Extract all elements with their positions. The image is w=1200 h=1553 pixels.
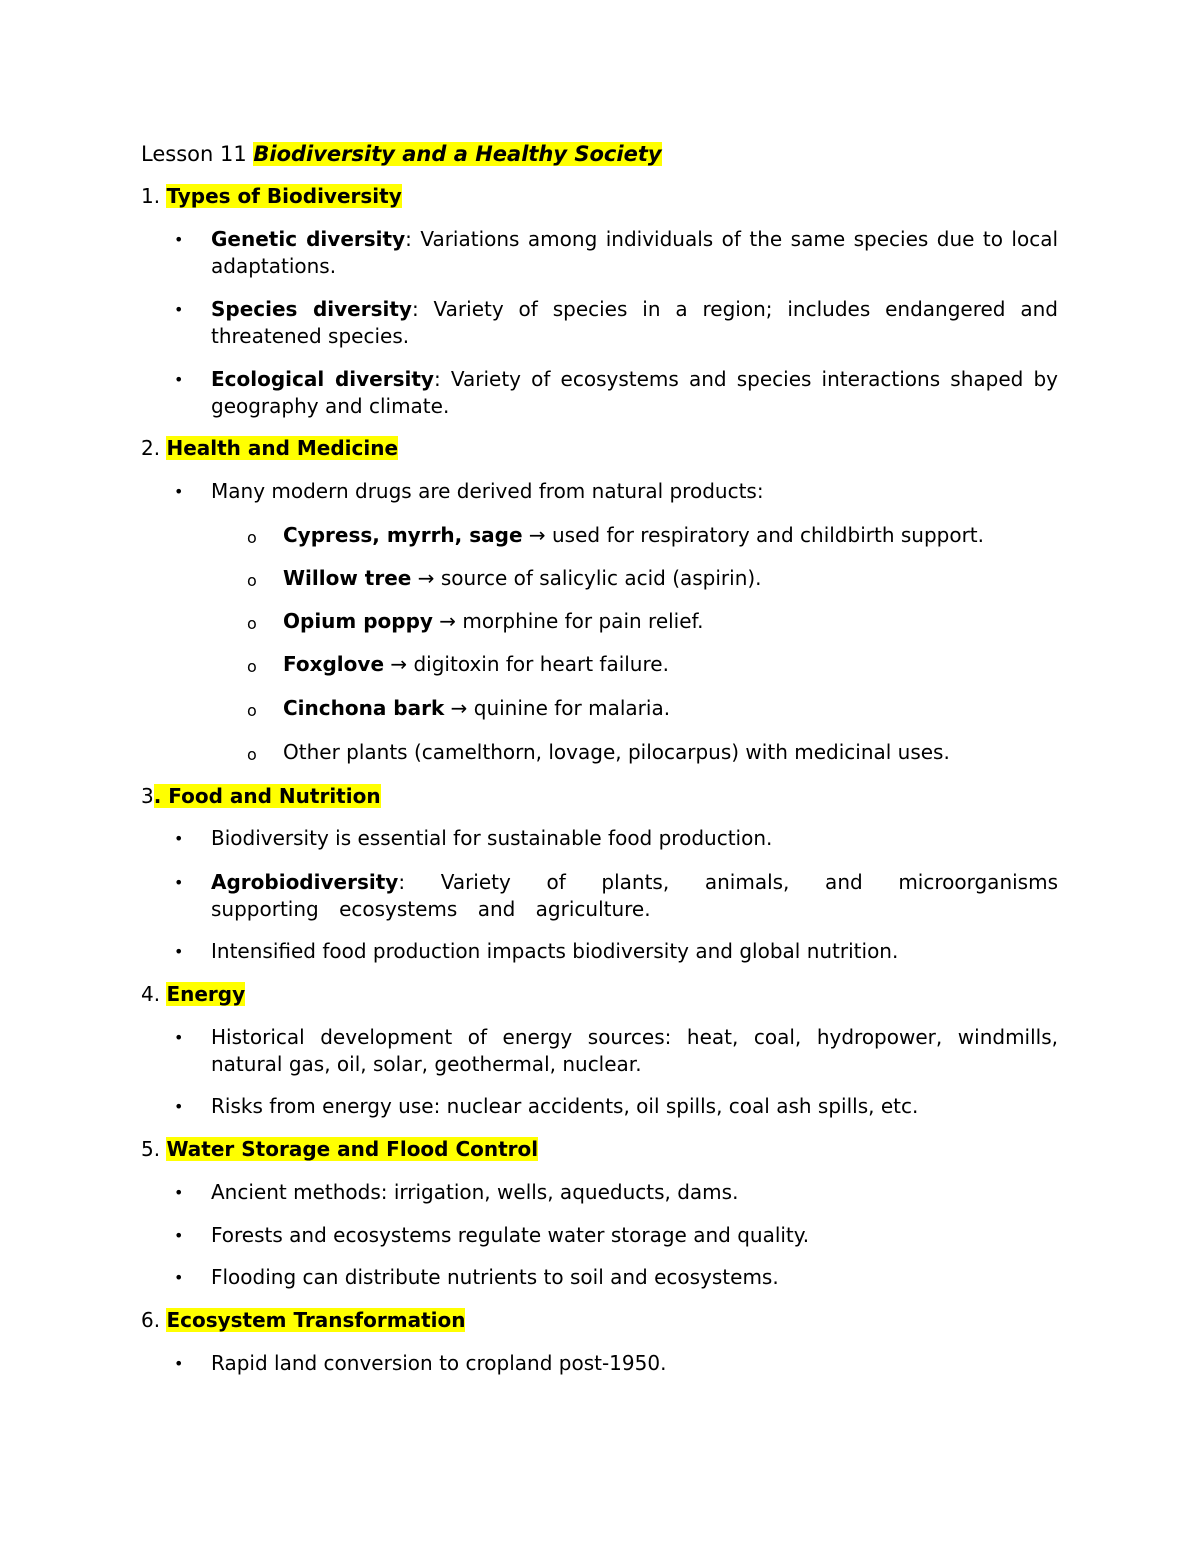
list-item: Genetic diversity: Variations among individuals of the same species due to local adaptations. xyxy=(211,227,1059,278)
sub-list-item: Opium poppy → morphine for pain relief. xyxy=(283,609,704,633)
section-heading-1: 1. Types of Biodiversity xyxy=(141,184,402,208)
list-item: Risks from energy use: nuclear accidents, oil spills, coal ash spills, etc. xyxy=(211,1094,919,1118)
section-heading-5: 5. Water Storage and Flood Control xyxy=(141,1137,539,1161)
list-item: Historical development of energy sources: heat, coal, hydropower, windmills, natural gas, oil, solar, geothermal, nuclear. xyxy=(211,1025,1058,1076)
section-heading-6: 6. Ecosystem Transformation xyxy=(141,1308,466,1332)
bullet-icon: • xyxy=(174,1268,184,1287)
list-item: Flooding can distribute nutrients to soil and ecosystems. xyxy=(211,1265,779,1289)
sub-bullet-icon: o xyxy=(247,528,257,547)
sub-list-item: Cypress, myrrh, sage → used for respiratory and childbirth support. xyxy=(283,523,984,547)
section-heading-4: 4. Energy xyxy=(141,982,246,1006)
list-item: Rapid land conversion to cropland post-1950. xyxy=(211,1351,667,1375)
sub-list-item: Willow tree → source of salicylic acid (aspirin). xyxy=(283,566,762,590)
sub-bullet-icon: o xyxy=(247,701,257,720)
sub-list-item: Foxglove → digitoxin for heart failure. xyxy=(283,652,669,676)
lesson-title-prefix: Lesson 11 xyxy=(141,142,254,166)
list-item: Species diversity: Variety of species in a region; includes endangered and threatened species. xyxy=(211,297,1059,348)
bullet-icon: • xyxy=(174,482,184,501)
sub-bullet-icon: o xyxy=(247,745,257,764)
bullet-icon: • xyxy=(174,1354,184,1373)
section-heading-3: 3. Food and Nutrition xyxy=(141,784,381,808)
lesson-title-name: Biodiversity and a Healthy Society xyxy=(253,142,662,166)
sub-list-item: Other plants (camelthorn, lovage, pilocarpus) with medicinal uses. xyxy=(283,740,950,764)
bullet-icon: • xyxy=(174,300,184,319)
list-item: Agrobiodiversity: Variety of plants, animals, and microorganisms supporting ecosystems and agriculture. xyxy=(211,870,1058,921)
list-item: Ancient methods: irrigation, wells, aqueducts, dams. xyxy=(211,1180,739,1204)
sub-list-item: Cinchona bark → quinine for malaria. xyxy=(283,696,671,720)
section-heading-2: 2. Health and Medicine xyxy=(141,436,399,460)
bullet-icon: • xyxy=(174,942,184,961)
list-item: Biodiversity is essential for sustainable food production. xyxy=(211,826,773,850)
bullet-icon: • xyxy=(174,1028,184,1047)
bullet-icon: • xyxy=(174,230,184,249)
sub-bullet-icon: o xyxy=(247,614,257,633)
bullet-icon: • xyxy=(174,1183,184,1202)
list-item: Ecological diversity: Variety of ecosystems and species interactions shaped by geography and climate. xyxy=(211,367,1058,418)
bullet-icon: • xyxy=(174,1097,184,1116)
list-item: Forests and ecosystems regulate water storage and quality. xyxy=(211,1223,810,1247)
bullet-icon: • xyxy=(174,370,184,389)
bullet-icon: • xyxy=(174,829,184,848)
sub-bullet-icon: o xyxy=(247,571,257,590)
bullet-icon: • xyxy=(174,1226,184,1245)
list-item: Many modern drugs are derived from natural products: xyxy=(211,479,764,503)
list-item: Intensified food production impacts biodiversity and global nutrition. xyxy=(211,939,899,963)
sub-bullet-icon: o xyxy=(247,657,257,676)
lesson-title xyxy=(141,140,662,168)
bullet-icon: • xyxy=(174,873,184,892)
